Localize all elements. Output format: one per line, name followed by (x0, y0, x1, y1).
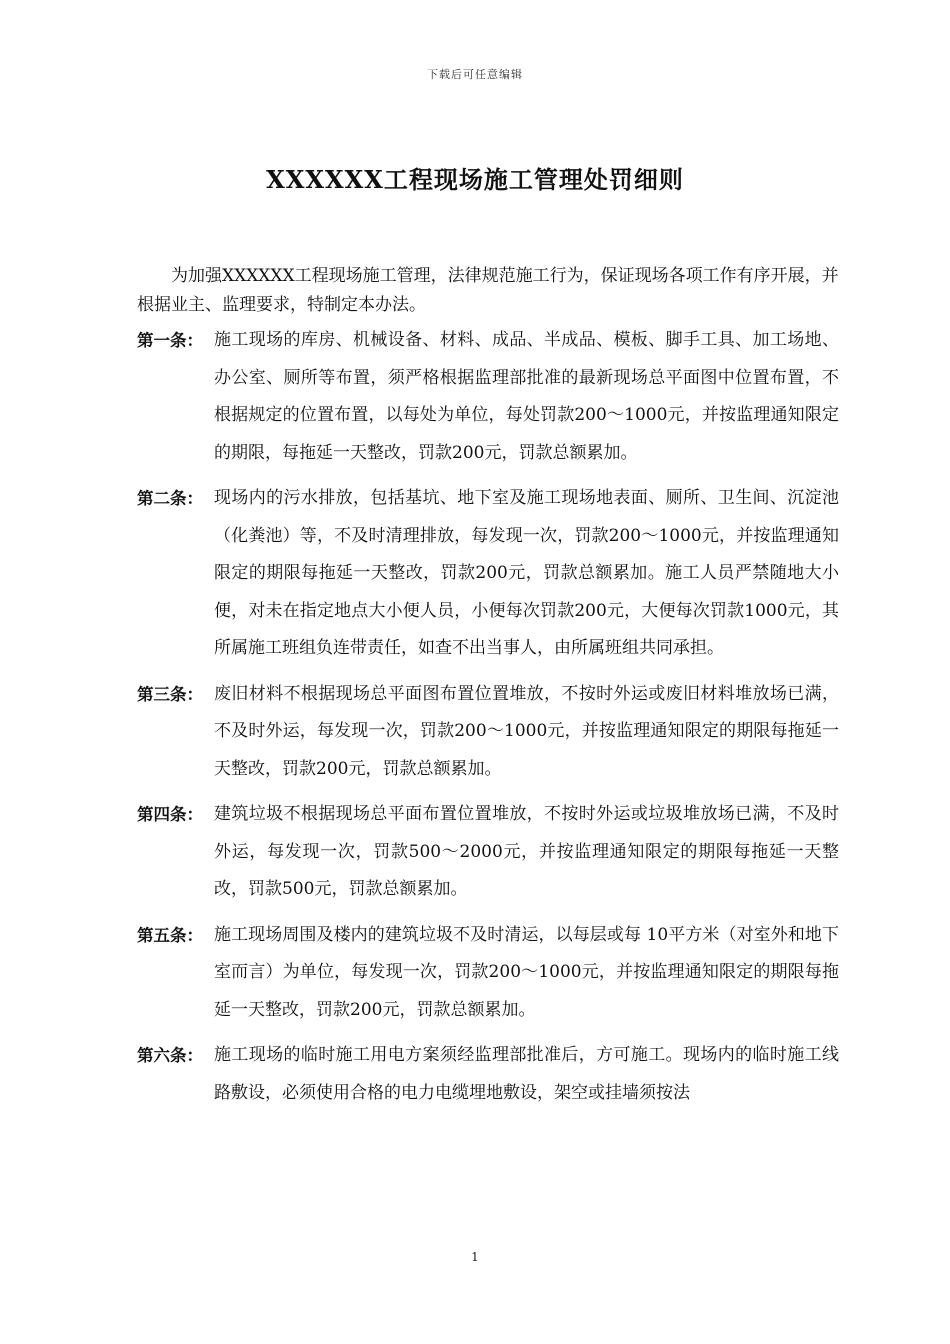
article-text: 施工现场的库房、机械设备、材料、成品、半成品、模板、脚手工具、加工场地、办公室、厕所等布置，须严格根据监理部批准的最新现场总平面图中位置布置，不根据规定的位置布置，以每处为单位，每处罚款200～1000元，并按监理通知限定的期限，每拖延一天整改，罚款200元，罚款总额累加。 (214, 330, 839, 463)
article-5 (137, 917, 839, 1030)
article-4 (137, 796, 839, 909)
article-label: 第一条： (137, 331, 203, 350)
article-text: 施工现场的临时施工用电方案须经监理部批准后，方可施工。现场内的临时施工线路敷设，必须使用合格的电力电缆埋地敷设，架空或挂墙须按法 (214, 1045, 839, 1103)
article-6 (137, 1037, 839, 1112)
article-text: 废旧材料不根据现场总平面图布置位置堆放，不按时外运或废旧材料堆放场已满，不及时外运，每发现一次，罚款200～1000元，并按监理通知限定的期限每拖延一天整改，罚款200元，罚款总额累加。 (214, 683, 839, 779)
article-label: 第二条： (137, 489, 203, 508)
page-header-note: 下载后可任意编辑 (427, 68, 523, 81)
article-label: 第六条： (137, 1046, 203, 1065)
page-number: 1 (471, 1250, 479, 1264)
article-text: 建筑垃圾不根据现场总平面布置位置堆放，不按时外运或垃圾堆放场已满，不及时外运，每发现一次，罚款500～2000元，并按监理通知限定的期限每拖延一天整改，罚款500元，罚款总额累加。 (214, 804, 839, 899)
article-2 (137, 480, 839, 668)
article-3 (137, 676, 839, 789)
document-title: XXXXXX工程现场施工管理处罚细则 (266, 165, 684, 194)
article-label: 第三条： (137, 684, 203, 704)
article-label: 第五条： (137, 925, 203, 945)
article-label: 第四条： (137, 805, 203, 824)
article-text: 施工现场周围及楼内的建筑垃圾不及时清运，以每层或每 10平方米（对室外和地下室而言）为单位，每发现一次，罚款200～1000元，并按监理通知限定的期限每拖延一天整改，罚款200元，罚款总额累加。 (214, 924, 839, 1020)
article-1 (137, 322, 839, 472)
article-text: 现场内的污水排放，包括基坑、地下室及施工现场地表面、厕所、卫生间、沉淀池（化粪池）等，不及时清理排放，每发现一次，罚款200～1000元，并按监理通知限定的期限每拖延一天整改，罚款200元，罚款总额累加。施工人员严禁随地大小便，对未在指定地点大小便人员，小便每次罚款200元，大便每次罚款1000元，其所属施工班组负连带责任，如查不出当事人，由所属班组共同承担。 (214, 488, 839, 658)
articles-list (137, 322, 839, 1120)
intro-paragraph: 为加强XXXXXX工程现场施工管理，法律规范施工行为，保证现场各项工作有序开展，并根据业主、监理要求，特制定本办法。 (137, 266, 839, 315)
